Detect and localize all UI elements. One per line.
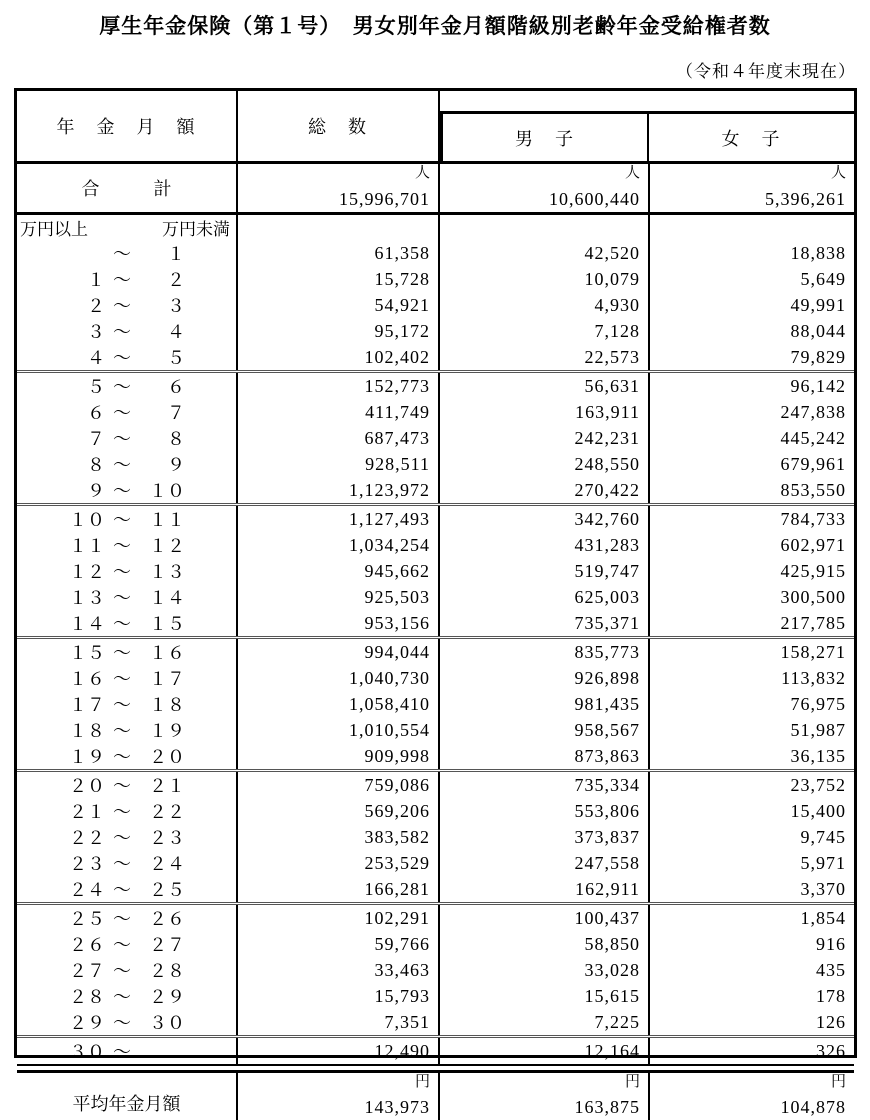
male-count-cell: 12,164 (440, 1038, 650, 1064)
range-lower: ２４ (69, 880, 105, 900)
range-upper: １４ (149, 588, 185, 608)
total-count-cell: 33,463 (238, 957, 440, 983)
table-row (17, 876, 854, 902)
yen-unit-total: 円 (414, 1074, 430, 1090)
range-lower: １３ (69, 588, 105, 608)
male-count-cell: 735,334 (440, 772, 650, 798)
female-count-cell: 1,854 (800, 907, 846, 928)
table-row (17, 292, 854, 318)
total-count-cell: 7,351 (238, 1009, 440, 1035)
female-count-cell: 113,832 (781, 667, 846, 688)
range-cell (17, 344, 238, 370)
grand-total-female-value: 5,396,261 (765, 189, 846, 209)
total-count-cell: 102,291 (238, 905, 440, 931)
range-tilde: ～ (113, 377, 131, 397)
table-row (17, 425, 854, 451)
range-upper: ２９ (149, 987, 185, 1007)
range-upper: ７ (167, 403, 185, 423)
date-note: （令和４年度末現在） (676, 62, 856, 81)
male-count-cell: 431,283 (440, 532, 650, 558)
range-cell (17, 639, 238, 665)
male-count-cell: 519,747 (440, 558, 650, 584)
table-row (17, 931, 854, 957)
person-unit-male: 人 (624, 165, 640, 181)
range-lower: ６ (87, 403, 105, 423)
range-upper: ３ (167, 296, 185, 316)
male-count-cell: 15,615 (440, 983, 650, 1009)
range-tilde: ～ (113, 880, 131, 900)
female-count-cell: 445,242 (780, 427, 846, 448)
range-upper: ６ (167, 377, 185, 397)
range-cell (17, 691, 238, 717)
range-tilde: ～ (113, 669, 131, 689)
total-count-cell: 102,402 (238, 344, 440, 370)
yen-unit-female: 円 (830, 1074, 846, 1090)
range-cell (17, 477, 238, 503)
average-male-cell (440, 1073, 650, 1120)
range-lower: ５ (87, 377, 105, 397)
range-tilde: ～ (113, 296, 131, 316)
male-count-cell: 373,837 (440, 824, 650, 850)
total-count-cell: 1,123,972 (238, 477, 440, 503)
col-header-total: 総 数 (238, 91, 440, 161)
range-lower: ２８ (69, 987, 105, 1007)
female-count-cell: 51,987 (790, 719, 846, 740)
table-row (17, 584, 854, 610)
range-cell (17, 506, 238, 532)
total-count-cell: 928,511 (238, 451, 440, 477)
header-spacer (440, 91, 854, 111)
male-count-cell: 625,003 (440, 584, 650, 610)
total-count-cell: 1,010,554 (238, 717, 440, 743)
range-lower: ２５ (69, 909, 105, 929)
female-count-cell: 5,649 (800, 268, 846, 289)
table-row (17, 636, 854, 665)
male-count-cell: 10,079 (440, 266, 650, 292)
table-row (17, 370, 854, 399)
total-count-cell: 61,358 (238, 240, 440, 266)
male-count-cell: 981,435 (440, 691, 650, 717)
female-count-cell: 9,745 (800, 826, 846, 847)
table-row (17, 798, 854, 824)
table-row (17, 769, 854, 798)
range-tilde: ～ (113, 270, 131, 290)
range-tilde: ～ (113, 510, 131, 530)
male-count-cell: 163,911 (440, 399, 650, 425)
female-count-cell: 853,550 (780, 479, 846, 500)
total-count-cell: 15,728 (238, 266, 440, 292)
female-count-cell: 326 (816, 1040, 846, 1061)
range-tilde: ～ (113, 455, 131, 475)
range-tilde: ～ (113, 1042, 131, 1062)
average-male-value: 163,875 (574, 1097, 640, 1117)
range-cell (17, 772, 238, 798)
total-count-cell: 1,127,493 (238, 506, 440, 532)
total-count-cell: 759,086 (238, 772, 440, 798)
range-cell (17, 266, 238, 292)
table-row (17, 318, 854, 344)
range-tilde: ～ (113, 244, 131, 264)
range-upper: １９ (149, 721, 185, 741)
table-row (17, 477, 854, 503)
total-count-cell: 1,040,730 (238, 665, 440, 691)
male-count-cell: 4,930 (440, 292, 650, 318)
range-lower: １７ (69, 695, 105, 715)
range-upper: ２６ (149, 909, 185, 929)
range-upper: ２０ (149, 747, 185, 767)
range-upper: ２５ (149, 880, 185, 900)
range-lower: ８ (87, 455, 105, 475)
male-female-header-group (440, 91, 854, 161)
male-count-cell: 162,911 (440, 876, 650, 902)
female-count-cell: 158,271 (780, 641, 846, 662)
grand-total-male-value: 10,600,440 (549, 189, 640, 209)
table-row (17, 399, 854, 425)
range-tilde: ～ (113, 695, 131, 715)
range-cell (17, 610, 238, 636)
range-upper: ９ (167, 455, 185, 475)
range-cell (17, 451, 238, 477)
col-header-male: 男 子 (443, 114, 649, 161)
range-tilde: ～ (113, 854, 131, 874)
male-count-cell: 56,631 (440, 373, 650, 399)
female-count-cell: 300,500 (780, 586, 846, 607)
range-cell (17, 1038, 238, 1064)
range-cell (17, 292, 238, 318)
total-count-cell: 945,662 (238, 558, 440, 584)
range-lower: １９ (69, 747, 105, 767)
range-cell (17, 824, 238, 850)
male-count-cell: 873,863 (440, 743, 650, 769)
range-cell (17, 373, 238, 399)
total-count-cell: 15,793 (238, 983, 440, 1009)
female-count-cell: 36,135 (790, 745, 846, 766)
male-count-cell: 835,773 (440, 639, 650, 665)
range-tilde: ～ (113, 935, 131, 955)
range-tilde: ～ (113, 643, 131, 663)
range-lower: ２１ (69, 802, 105, 822)
range-tilde: ～ (113, 776, 131, 796)
empty-cell (440, 215, 650, 240)
female-count-cell: 96,142 (790, 375, 846, 396)
range-upper: ２３ (149, 828, 185, 848)
range-tilde: ～ (113, 747, 131, 767)
female-count-cell: 5,971 (800, 852, 846, 873)
range-upper: ５ (167, 348, 185, 368)
range-cell (17, 532, 238, 558)
range-upper: １５ (149, 614, 185, 634)
table-row (17, 558, 854, 584)
female-count-cell: 15,400 (790, 800, 846, 821)
range-lower: １６ (69, 669, 105, 689)
yen-unit-male: 円 (624, 1074, 640, 1090)
range-lower: ９ (87, 481, 105, 501)
male-count-cell: 247,558 (440, 850, 650, 876)
range-tilde: ～ (113, 348, 131, 368)
table-body (17, 215, 854, 1066)
range-lower: ３０ (69, 1042, 105, 1062)
range-lower: １ (87, 270, 105, 290)
table-row (17, 957, 854, 983)
female-count-cell: 126 (816, 1011, 846, 1032)
male-count-cell: 7,128 (440, 318, 650, 344)
male-count-cell: 42,520 (440, 240, 650, 266)
grand-total-male-cell (440, 164, 650, 212)
range-upper: １１ (149, 510, 185, 530)
total-count-cell: 953,156 (238, 610, 440, 636)
range-upper: １２ (149, 536, 185, 556)
range-upper: １７ (149, 669, 185, 689)
range-header-left: 万円以上 (20, 220, 88, 239)
range-cell (17, 850, 238, 876)
range-lower: ７ (87, 429, 105, 449)
female-count-cell: 49,991 (790, 294, 846, 315)
range-cell (17, 318, 238, 344)
range-cell (17, 665, 238, 691)
female-count-cell: 178 (816, 985, 846, 1006)
female-count-cell: 435 (816, 959, 846, 980)
table-row (17, 240, 854, 266)
female-count-cell: 18,838 (790, 242, 846, 263)
person-unit-total: 人 (414, 165, 430, 181)
range-upper: １６ (149, 643, 185, 663)
female-count-cell: 602,971 (780, 534, 846, 555)
range-tilde: ～ (113, 1013, 131, 1033)
average-female-cell (650, 1073, 854, 1120)
female-count-cell: 88,044 (790, 320, 846, 341)
range-upper: １ (167, 244, 185, 264)
table-header-row (17, 91, 854, 164)
female-count-cell: 679,961 (780, 453, 846, 474)
male-count-cell: 100,437 (440, 905, 650, 931)
male-count-cell: 7,225 (440, 1009, 650, 1035)
range-lower: １５ (69, 643, 105, 663)
average-total-value: 143,973 (364, 1097, 430, 1117)
range-lower: ２２ (69, 828, 105, 848)
range-unit-header-row (17, 215, 854, 240)
total-count-cell: 925,503 (238, 584, 440, 610)
range-tilde: ～ (113, 614, 131, 634)
range-cell (17, 584, 238, 610)
grand-total-total-value: 15,996,701 (339, 189, 430, 209)
empty-cell (650, 215, 854, 240)
range-upper: １０ (149, 481, 185, 501)
range-cell (17, 425, 238, 451)
grand-total-row (17, 164, 854, 215)
range-cell (17, 1009, 238, 1035)
female-count-cell: 784,733 (780, 508, 846, 529)
male-count-cell: 58,850 (440, 931, 650, 957)
female-count-cell: 3,370 (800, 878, 846, 899)
total-count-cell: 54,921 (238, 292, 440, 318)
range-tilde: ～ (113, 403, 131, 423)
total-count-cell: 253,529 (238, 850, 440, 876)
total-count-cell: 909,998 (238, 743, 440, 769)
total-count-cell: 687,473 (238, 425, 440, 451)
table-row (17, 983, 854, 1009)
range-tilde: ～ (113, 961, 131, 981)
range-tilde: ～ (113, 588, 131, 608)
average-total-cell (238, 1073, 440, 1120)
range-upper: １８ (149, 695, 185, 715)
table-row (17, 691, 854, 717)
range-upper: ３０ (149, 1013, 185, 1033)
range-lower: ２９ (69, 1013, 105, 1033)
total-count-cell: 95,172 (238, 318, 440, 344)
person-unit-female: 人 (830, 165, 846, 181)
range-lower: ２７ (69, 961, 105, 981)
range-cell (17, 983, 238, 1009)
range-lower: ４ (87, 348, 105, 368)
range-upper: ２７ (149, 935, 185, 955)
female-count-cell: 23,752 (790, 774, 846, 795)
range-upper: ２ (167, 270, 185, 290)
range-tilde: ～ (113, 562, 131, 582)
male-count-cell: 242,231 (440, 425, 650, 451)
range-upper: ８ (167, 429, 185, 449)
range-tilde: ～ (113, 987, 131, 1007)
range-lower: １１ (69, 536, 105, 556)
female-count-cell: 79,829 (790, 346, 846, 367)
female-count-cell: 425,915 (780, 560, 846, 581)
female-count-cell: 217,785 (780, 612, 846, 633)
col-header-pension-amount: 年 金 月 額 (17, 91, 238, 161)
table-row (17, 665, 854, 691)
table-row (17, 344, 854, 370)
table-row (17, 532, 854, 558)
total-count-cell: 59,766 (238, 931, 440, 957)
male-count-cell: 735,371 (440, 610, 650, 636)
male-count-cell: 553,806 (440, 798, 650, 824)
range-lower: ２３ (69, 854, 105, 874)
range-tilde: ～ (113, 536, 131, 556)
pension-table (14, 88, 857, 1117)
table-row (17, 451, 854, 477)
table-row (17, 902, 854, 931)
range-unit-header-cell (17, 215, 238, 240)
range-tilde: ～ (113, 481, 131, 501)
grand-total-total-cell (238, 164, 440, 212)
male-count-cell: 958,567 (440, 717, 650, 743)
range-lower: １２ (69, 562, 105, 582)
male-count-cell: 248,550 (440, 451, 650, 477)
range-lower: １０ (69, 510, 105, 530)
page-title: 厚生年金保険（第１号） 男女別年金月額階級別老齢年金受給権者数 (99, 15, 771, 38)
range-lower: ２ (87, 296, 105, 316)
male-count-cell: 270,422 (440, 477, 650, 503)
empty-cell (238, 215, 440, 240)
male-count-cell: 22,573 (440, 344, 650, 370)
female-count-cell: 247,838 (780, 401, 846, 422)
average-row-label: 平均年金月額 (17, 1073, 238, 1120)
range-lower: ２６ (69, 935, 105, 955)
average-row (17, 1070, 854, 1120)
range-lower: ３ (87, 322, 105, 342)
range-header-right: 万円未満 (162, 220, 230, 239)
male-female-box (440, 111, 854, 161)
range-cell (17, 717, 238, 743)
range-tilde: ～ (113, 909, 131, 929)
range-upper: ４ (167, 322, 185, 342)
table-row (17, 1009, 854, 1035)
range-tilde: ～ (113, 828, 131, 848)
female-count-cell: 76,975 (790, 693, 846, 714)
range-lower: １４ (69, 614, 105, 634)
range-lower: １８ (69, 721, 105, 741)
col-header-female: 女 子 (721, 128, 782, 149)
range-cell (17, 931, 238, 957)
grand-total-label: 合 計 (17, 164, 238, 212)
table-row (17, 503, 854, 532)
range-upper: ２８ (149, 961, 185, 981)
table-row (17, 850, 854, 876)
range-upper: ２４ (149, 854, 185, 874)
range-cell (17, 876, 238, 902)
range-tilde: ～ (113, 721, 131, 741)
total-count-cell: 1,034,254 (238, 532, 440, 558)
total-count-cell: 1,058,410 (238, 691, 440, 717)
table-row (17, 743, 854, 769)
male-count-cell: 926,898 (440, 665, 650, 691)
male-count-cell: 33,028 (440, 957, 650, 983)
range-tilde: ～ (113, 429, 131, 449)
range-tilde: ～ (113, 802, 131, 822)
male-count-cell: 342,760 (440, 506, 650, 532)
table-row (17, 1035, 854, 1064)
range-upper: ２１ (149, 776, 185, 796)
range-upper: １３ (149, 562, 185, 582)
average-female-value: 104,878 (780, 1097, 846, 1117)
table-row (17, 610, 854, 636)
grand-total-female-cell (650, 164, 854, 212)
female-count-cell: 916 (816, 933, 846, 954)
range-lower: ２０ (69, 776, 105, 796)
range-cell (17, 399, 238, 425)
range-upper: ２２ (149, 802, 185, 822)
range-tilde: ～ (113, 322, 131, 342)
total-count-cell: 152,773 (238, 373, 440, 399)
total-count-cell: 411,749 (238, 399, 440, 425)
range-cell (17, 743, 238, 769)
total-count-cell: 994,044 (238, 639, 440, 665)
range-cell (17, 558, 238, 584)
table-row (17, 717, 854, 743)
table-row (17, 266, 854, 292)
range-cell (17, 240, 238, 266)
range-cell (17, 905, 238, 931)
total-count-cell: 12,490 (238, 1038, 440, 1064)
range-cell (17, 957, 238, 983)
total-count-cell: 569,206 (238, 798, 440, 824)
total-count-cell: 166,281 (238, 876, 440, 902)
total-count-cell: 383,582 (238, 824, 440, 850)
table-row (17, 824, 854, 850)
range-cell (17, 798, 238, 824)
